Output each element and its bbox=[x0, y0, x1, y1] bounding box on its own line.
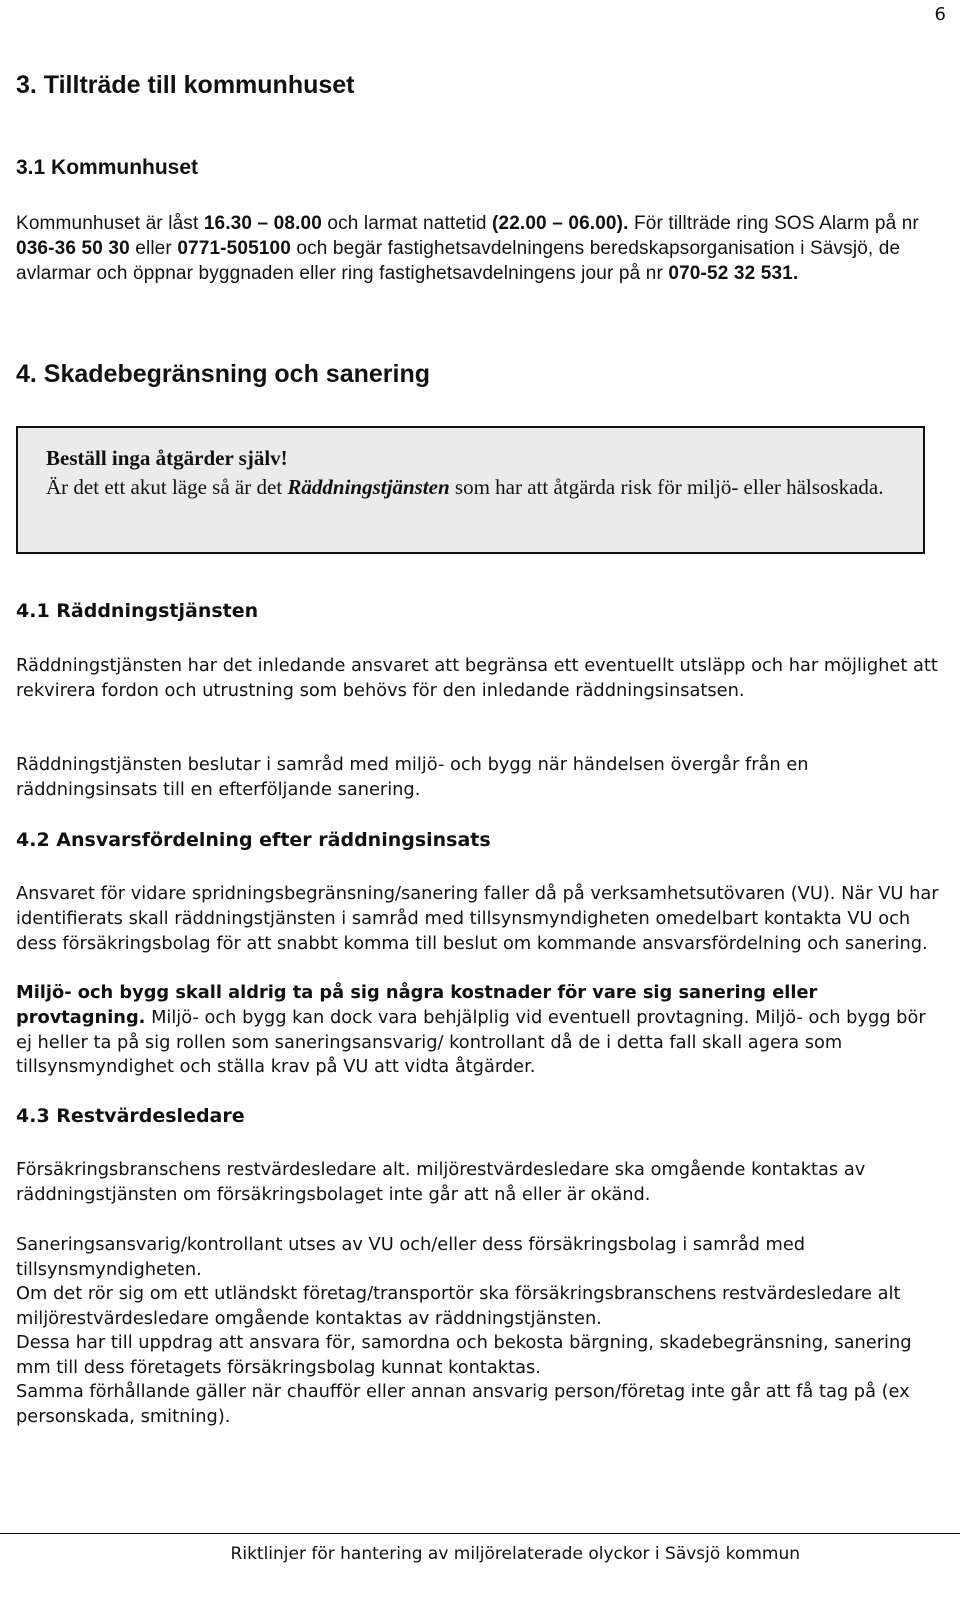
section-4-1-heading: 4.1 Räddningstjänsten bbox=[16, 600, 259, 622]
callout-warning-line: Beställ inga åtgärder själv! bbox=[46, 446, 288, 470]
section-4-1-paragraph-2: Räddningstjänsten beslutar i samråd med miljö- och bygg när händelsen övergår från en räddningsinsats till en efterföljande sanering. bbox=[16, 754, 809, 800]
section-3-heading: 3. Tillträde till kommunhuset bbox=[16, 71, 355, 99]
page-number: 6 bbox=[934, 4, 946, 25]
section-4-1-paragraph-1: Räddningstjänsten har det inledande ansvaret att begränsa ett eventuellt utsläpp och har möjlighet att rekvirera fordon och utrustning som behövs för den inledande räddningsinsatsen. bbox=[16, 655, 938, 701]
section-4-3-paragraph-3: Om det rör sig om ett utländskt företag/transportör ska försäkringsbranschens restvärdesledare alt miljörestvärdesledare omgående kontaktas av räddningstjänsten. bbox=[16, 1283, 901, 1329]
section-4-3-paragraph-4: Dessa har till uppdrag att ansvara för, samordna och bekosta bärgning, skadebegränsning, sanering mm till dess företagets försäkringsbolag kunnat kontaktas. bbox=[16, 1332, 912, 1378]
section-3-1-paragraph: Kommunhuset är låst 16.30 – 08.00 och larmat nattetid (22.00 – 06.00). För tillträde ring SOS Alarm på nr 036-36 50 30 eller 0771-505100 och begär fastighetsavdelningens beredskapsorganisation i Sävsjö, de avlarmar och öppnar byggnaden eller ring fastighetsavdelningens jour på nr 070-52 32 531. bbox=[16, 213, 919, 284]
warning-callout bbox=[16, 426, 925, 554]
section-4-3-heading: 4.3 Restvärdesledare bbox=[16, 1105, 245, 1127]
section-4-2-paragraph-2: Miljö- och bygg skall aldrig ta på sig några kostnader för vare sig sanering eller provtagning. Miljö- och bygg kan dock vara behjälplig vid eventuell provtagning. Miljö- och bygg bör ej heller ta på sig rollen som saneringsansvarig/ kontrollant då de i detta fall skall agera som tillsynsmyndighet och ställa krav på VU att vidta åtgärder. bbox=[16, 982, 926, 1078]
section-4-heading: 4. Skadebegränsning och sanering bbox=[16, 360, 431, 388]
section-4-2-heading: 4.2 Ansvarsfördelning efter räddningsinsats bbox=[16, 829, 491, 851]
section-4-2-paragraph-1: Ansvaret för vidare spridningsbegränsning/sanering faller då på verksamhetsutövaren (VU). När VU har identifierats skall räddningstjänsten i samråd med tillsynsmyndigheten omedelbart kontakta VU och dess försäkringsbolag för att snabbt komma till beslut om kommande ansvarsfördelning och sanering. bbox=[16, 883, 939, 954]
section-3-1-heading: 3.1 Kommunhuset bbox=[16, 156, 199, 179]
footer-divider bbox=[0, 1533, 960, 1534]
page-footer: Riktlinjer för hantering av miljörelaterade olyckor i Sävsjö kommun bbox=[230, 1544, 800, 1564]
section-4-3-paragraph-5: Samma förhållande gäller när chaufför eller annan ansvarig person/företag inte går att få tag på (ex personskada, smitning). bbox=[16, 1381, 910, 1427]
section-4-3-paragraph-2: Saneringsansvarig/kontrollant utses av VU och/eller dess försäkringsbolag i samråd med tillsynsmyndigheten. bbox=[16, 1234, 806, 1280]
callout-text: Är det ett akut läge så är det Räddningstjänsten som har att åtgärda risk för miljö- eller hälsoskada. bbox=[46, 475, 884, 499]
section-4-3-paragraph-1: Försäkringsbranschens restvärdesledare alt. miljörestvärdesledare ska omgående kontaktas av räddningstjänsten om försäkringsbolaget inte går att nå eller är okänd. bbox=[16, 1159, 866, 1205]
